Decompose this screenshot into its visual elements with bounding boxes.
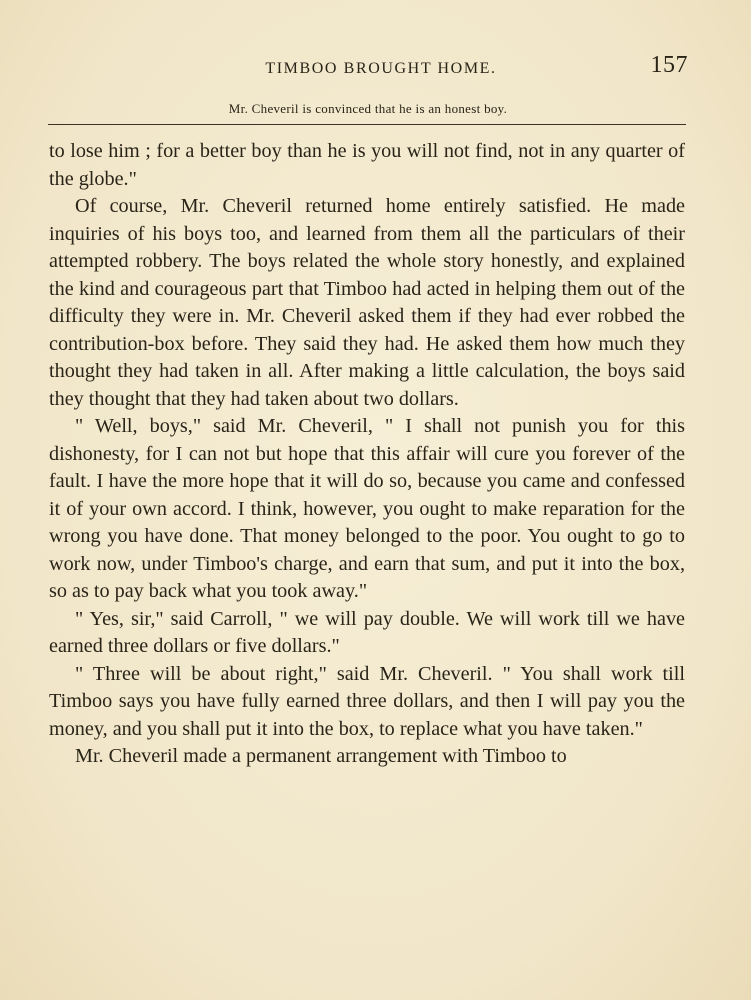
header-rule — [48, 124, 686, 125]
paragraph-2: Of course, Mr. Cheveril returned home entirely satisfied. He made inquiries of his boys too, and learned from them all the particulars of their attempted robbery. The boys related the whole story honestly, and explained the kind and courageous part that Timboo had acted in helping them out of the difficulty they were in. Mr. Cheveril asked them if they had ever robbed the contribution-box before. They said they had. He asked them how much they thought they had taken in all. After making a little calculation, the boys said they thought that they had taken about two dollars. — [49, 195, 685, 410]
chapter-subhead: Mr. Cheveril is convinced that he is an honest boy. — [228, 101, 508, 116]
paragraph-1: to lose him ; for a better boy than he is you will not find, not in any quarter of the globe." — [49, 140, 685, 190]
running-head — [48, 52, 688, 80]
paragraph-5: " Three will be about right," said Mr. Cheveril. " You shall work till Timboo says you have fully earned three dollars, and then I will pay you the money, and you shall put it into the box, to replace what you have taken." — [49, 662, 685, 740]
paragraph-6: Mr. Cheveril made a permanent arrangement with Timboo to — [75, 745, 567, 767]
running-title: TIMBOO BROUGHT HOME. — [265, 60, 497, 77]
page-number: 157 — [650, 52, 688, 78]
body-text — [49, 138, 685, 771]
paragraph-3: " Well, boys," said Mr. Cheveril, " I shall not punish you for this dishonesty, for I can not but hope that this affair will cure you forever of the fault. I have the more hope that it will do so, because you came and confessed it of your own accord. I think, however, you ought to make reparation for the wrong you have done. That money belonged to the poor. You ought to go to work now, under Timboo's charge, and earn that sum, and put it into the box, so as to pay back what you took away." — [49, 415, 685, 602]
paragraph-4: " Yes, sir," said Carroll, " we will pay double. We will work till we have earned three dollars or five dollars." — [49, 607, 685, 657]
